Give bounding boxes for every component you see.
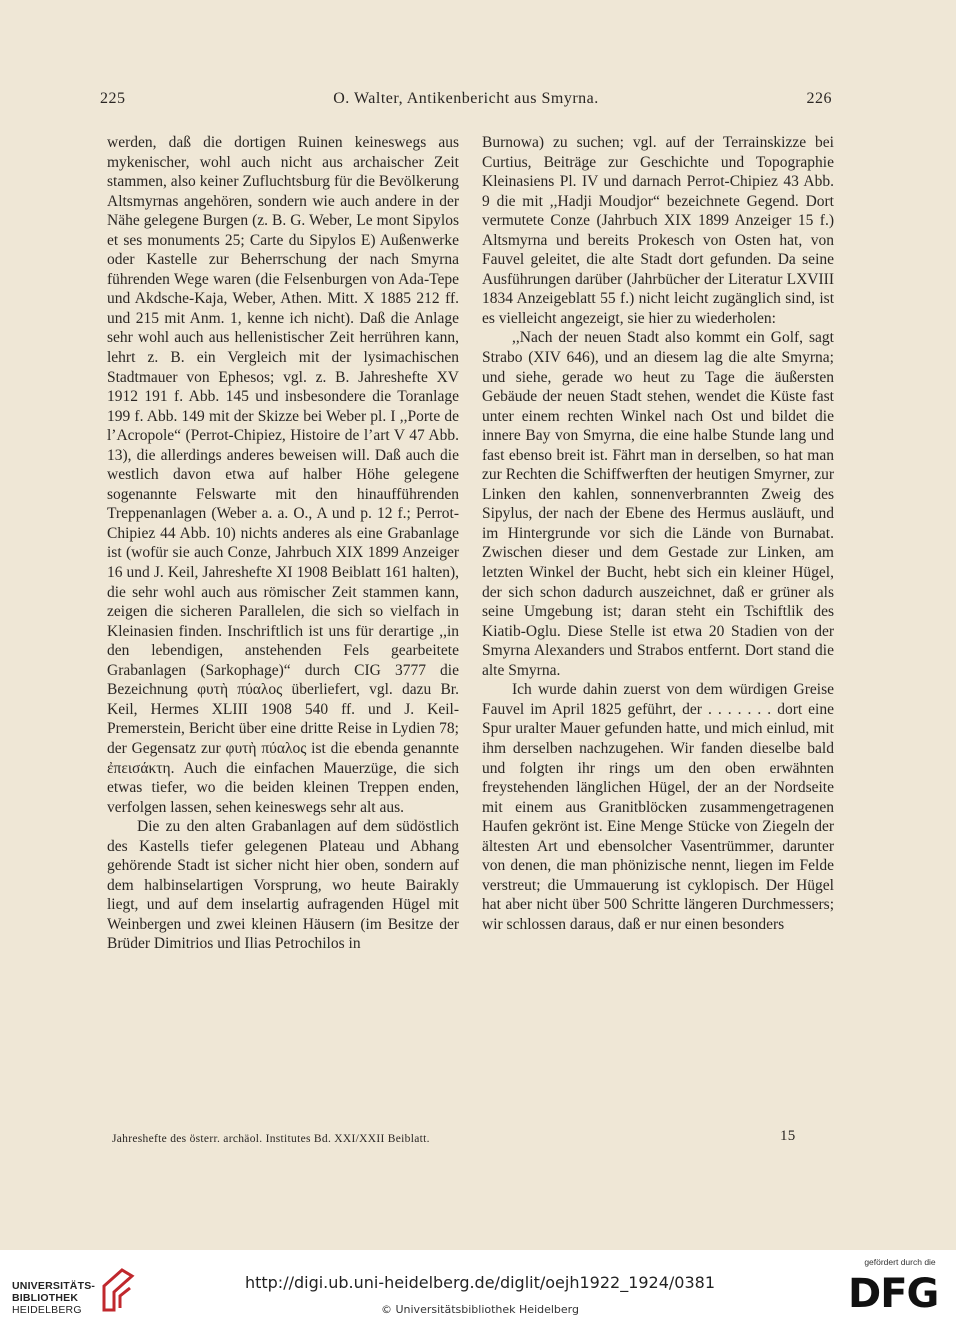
signature-mark: 15 (780, 1128, 796, 1144)
paragraph: werden, daß die dortigen Ruinen keineswegs aus mykenischer, wohl auch nicht aus archaischer Zeit stammen, also keiner Zufluchtsburg für die Bevölkerung Altsmyrnas angehören, sondern wie auch andere in der Nähe gelegene Burgen (z. B. G. Weber, Le mont Sipylos et ses monuments 25; Carte du Sipylos E) Außenwerke oder Kastelle zur Beherrschung der nach Smyrna führenden Wege waren (die Felsenburgen von Ada-Tepe und Akdsche-Kaja, Weber, Athen. Mitt. X 1885 212 ff. und 215 mit Anm. 1, kenne ich nicht). Daß die Anlage sehr wohl auch aus hellenistischer Zeit herrühren kann, lehrt z. B. ein Vergleich mit der lysimachischen Stadtmauer von Ephesos; vgl. z. B. Jahreshefte XV 1912 191 f. Abb. 145 und insbesondere die Toranlage 199 f. Abb. 149 mit der Skizze bei Weber pl. I ,,Porte de l’Acropole“ (Perrot-Chipiez, Histoire de l’art V 47 Abb. 13), die allerdings anderes beweisen will. Daß auch die westlich davon etwa auf halber Höhe gelegene sogenannte Felswarte mit den hinaufführenden Treppenanlagen (Weber a. a. O., A und p. 12 f.; Perrot-Chipiez 44 Abb. 10) nichts anderes als eine Grabanlage ist (wofür sie auch Conze, Jahrbuch XIX 1899 Anzeiger 16 und J. Keil, Jahreshefte XI 1908 Beiblatt 161 halten), die sehr wohl auch aus römischer Zeit stammen kann, zeigen die sicheren Parallelen, die sich so vielfach in Kleinasien finden. Inschriftlich ist uns für derartige ,,in den lebendigen, anstehenden Fels gearbeitete Grabanlagen (Sarkophage)“ durch CIG 3777 die Bezeichnung φυτὴ πύαλος überliefert, vgl. dazu Br. Keil, Hermes XLIII 1908 540 ff. und J. Keil-Premerstein, Bericht über eine dritte Reise in Lydien 78; der Gegensatz zur φυτὴ πύαλος ist die ebenda genannte ἐπεισάκτη. Auch die einfachen Mauerzüge, die sich etwas tiefer, wo die beiden kleinen Treppen enden, verfolgen lassen, sehen keineswegs sehr alt aus. (107, 134, 459, 816)
dfg-logo[interactable]: DFG (848, 1271, 939, 1317)
library-name (12, 1280, 95, 1316)
paragraph: Ich wurde dahin zuerst von dem würdigen Greise Fauvel im April 1825 geführt, der . . . . . . . dort eine Spur uralter Mauer gefunden hatte, und mich einlud, mit ihm derselben nachzugehen. Wir fanden dieselbe bald und folgten ihr rings um den oben erwähnten freystehenden länglichen Hügel, der an der Nordseite mit einem aus Granitblöcken zusammengetragenen Haufen gekrönt ist. Eine Menge Stücke von Ziegeln der ältesten Art und ebensolcher Vasentrümmer, darunter von denen, die man phönizische nennt, liegen im Felde verstreut; die Ummauerung ist cyklopisch. Der Hügel hat aber nicht über 500 Schritte längeren Durchmessers; wir schlossen daraus, daß er nur einen besonders (482, 681, 834, 933)
right-column (482, 133, 834, 934)
paragraph: Die zu den alten Grabanlagen auf dem südöstlich des Kastells tiefer gelegenen Plateau und Abhang gehörende Stadt ist sicher nicht hier oben, sondern auf dem halbinselartigen Vorsprung, wo heute Bairakly liegt, und auf dem inselartig aufragenden Hügel mit Weinbergen und zwei kleinen Häusern (im Besitze der Brüder Dimitrios und Ilias Petrochilos in (107, 818, 459, 953)
funding-caption: gefördert durch die (864, 1257, 936, 1267)
paragraph: Burnowa) zu suchen; vgl. auf der Terrainskizze bei Curtius, Beiträge zur Geschichte und Topographie Kleinasiens Pl. IV und darnach Perrot-Chipiez 43 Abb. 9 die mit ,,Hadji Moudjor“ bezeichnete Gegend. Dort vermutete Conze (Jahrbuch XIX 1899 Anzeiger 15 f.) Altsmyrna und bereits Prokesch von Osten hat, von Fauvel geleitet, die alte Stadt dort gefunden. Da seine Ausführungen darüber (Jahrbücher der Literatur LXVIII 1834 Anzeigeblatt 55 f.) nicht leicht zugänglich sind, ist es vielleicht angezeigt, sie hier zu wiederholen: (482, 134, 834, 327)
permalink-url[interactable]: http://digi.ub.uni-heidelberg.de/diglit/oejh1922_1924/0381 (244, 1273, 716, 1292)
page-number-right: 226 (806, 90, 832, 107)
journal-footer (112, 1128, 832, 1145)
copyright-notice: © Universitätsbibliothek Heidelberg (380, 1303, 579, 1316)
left-column (107, 133, 459, 954)
library-emblem-icon (100, 1268, 136, 1312)
library-logo[interactable] (12, 1266, 137, 1314)
paragraph: ,,Nach der neuen Stadt also kommt ein Golf, sagt Strabo (XIV 646), und an diesem lag die alte Smyrna; und siehe, gerade wo heut zu Tage die äußersten Gebäude der neuen Stadt stehen, wendet die Küste fast unter einem rechten Winkel nach Ost und bildet die innere Bay von Smyrna, die eine halbe Stunde lang und fast ebenso breit ist. Fährt man in derselben, so hat man zur Rechten die Schiffwerften der heutigen Smyrner, zur Linken den kahlen, sonnenverbrannten Zweig des Sipylus, der nach der Ebene des Hermus ausläuft, und im Hintergrunde vor sich die Lände von Burnabat. Zwischen dieser und dem Gestade zur Linken, am letzten Winkel der Bucht, hebt sich ein kleiner Hügel, der sich schon dadurch auszeichnet, daß er grüner als seine Umgebung ist; daran steht ein Tschiftlik des Kiatib-Oglu. Diese Stelle ist etwa 20 Stadien von der Smyrna Alexanders und Strabos entfernt. Dort stand die alte Smyrna. (482, 329, 834, 679)
journal-title: Jahreshefte des österr. archäol. Institutes Bd. XXI/XXII Beiblatt. (112, 1133, 430, 1145)
running-title: O. Walter, Antikenbericht aus Smyrna. (333, 90, 599, 107)
page-number-left: 225 (100, 90, 126, 107)
library-name-line: HEIDELBERG (12, 1304, 82, 1316)
library-name-line: BIBLIOTHEK (12, 1292, 79, 1304)
library-name-line: UNIVERSITÄTS- (12, 1280, 96, 1292)
